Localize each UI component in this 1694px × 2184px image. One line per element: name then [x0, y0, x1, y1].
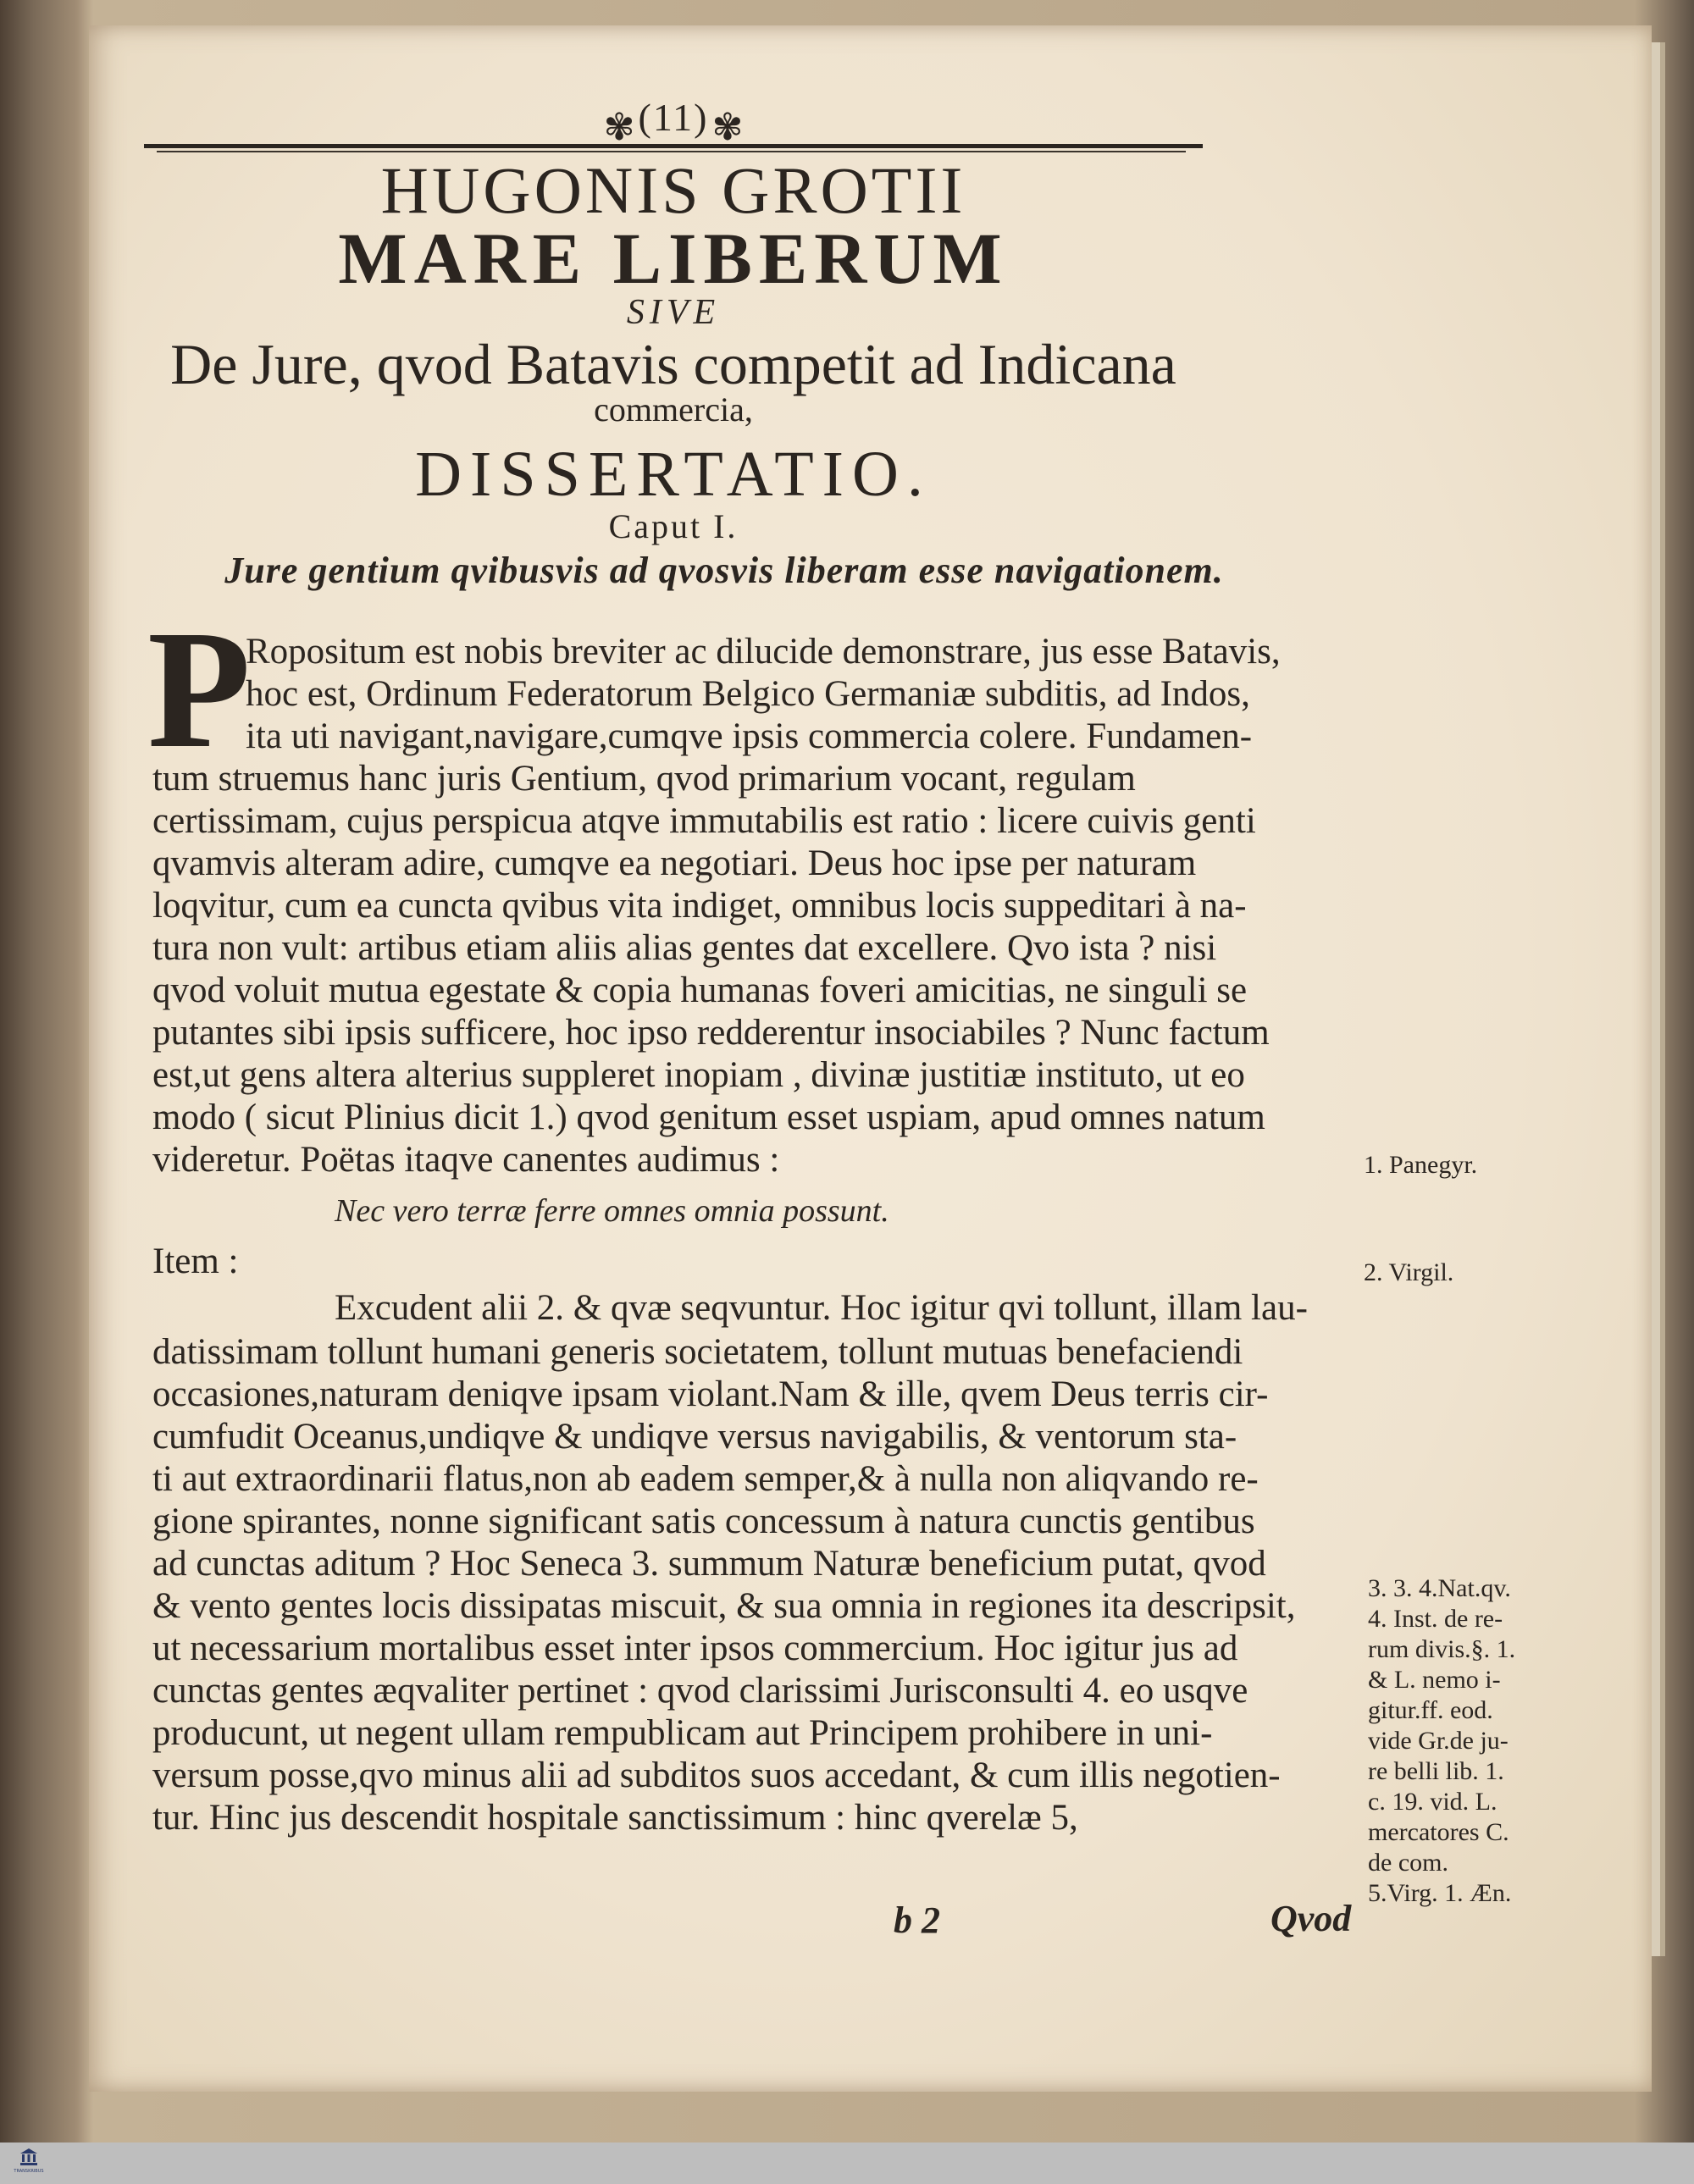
- text-line: qvamvis alteram adire, cumqve ea negotiari. Deus hoc ipse per naturam: [152, 843, 1197, 883]
- verse-quotation: Nec vero terræ ferre omnes omnia possunt.: [335, 1193, 889, 1229]
- margin-note: 5.Virg. 1. Æn.: [1368, 1879, 1512, 1907]
- text-line: est,ut gens altera alterius suppleret inopiam , divinæ justitiæ instituto, ut eo: [152, 1055, 1245, 1095]
- text-line: ti aut extraordinarii flatus,non ab eadem semper,& à nulla non aliqvando re-: [152, 1459, 1259, 1499]
- margin-note: rum divis.§. 1.: [1368, 1635, 1516, 1663]
- text-line: qvod voluit mutua egestate & copia humanas foveri amicitias, ne singuli se: [152, 970, 1248, 1010]
- text-line: ita uti navigant,navigare,cumqve ipsis commercia colere. Fundamen-: [246, 716, 1253, 756]
- chapter-rubric: Jure gentium qvibusvis ad qvosvis liberam esse navigationem.: [224, 550, 1224, 591]
- margin-note: re belli lib. 1.: [1368, 1757, 1504, 1785]
- text-line: producunt, ut negent ullam rempublicam aut Principem prohibere in uni-: [152, 1713, 1213, 1753]
- text-line: & vento gentes locis dissipatas miscuit, & sua omnia in regiones ita descripsit,: [152, 1586, 1296, 1626]
- text-line: certissimam, cujus perspicua atqve immutabilis est ratio : licere cuivis genti: [152, 801, 1256, 841]
- margin-note: mercatores C.: [1368, 1818, 1509, 1846]
- header-rule: [144, 144, 1203, 148]
- page-number: (11): [638, 96, 709, 139]
- margin-note: 4. Inst. de re-: [1368, 1605, 1503, 1633]
- drop-cap: P: [147, 596, 252, 783]
- text-line: Ropositum est nobis breviter ac dilucide demonstrare, jus esse Batavis,: [246, 632, 1281, 672]
- library-logo-text: TRANSKRIBUS: [14, 2169, 44, 2174]
- text-line: ut necessarium mortalibus esset inter ipsos commercium. Hoc igitur jus ad: [152, 1628, 1238, 1668]
- flower-ornament-icon: ✾: [603, 106, 635, 148]
- text-line: occasiones,naturam deniqve ipsam violant.Nam & ille, qvem Deus terris cir-: [152, 1374, 1269, 1414]
- subtitle-line-2: commercia,: [594, 390, 753, 429]
- margin-note: 3. 3. 4.Nat.qv.: [1368, 1574, 1511, 1602]
- text-line: putantes sibi ipsis sufficere, hoc ipso redderentur insociabiles ? Nunc factum: [152, 1013, 1270, 1053]
- margin-note: vide Gr.de ju-: [1368, 1727, 1509, 1755]
- text-line: cunctas gentes æqvaliter pertinet : qvod clarissimi Jurisconsulti 4. eo usqve: [152, 1671, 1248, 1711]
- work-title: MARE LIBERUM: [338, 218, 1009, 299]
- text-line: gione spirantes, nonne significant satis concessum à natura cunctis gentibus: [152, 1501, 1255, 1541]
- margin-note: gitur.ff. eod.: [1368, 1696, 1493, 1724]
- library-building-icon: [19, 2148, 38, 2166]
- text-line: loqvitur, cum ea cuncta qvibus vita indiget, omnibus locis suppeditari à na-: [152, 886, 1247, 926]
- title-sive: SIVE: [626, 293, 721, 332]
- author-heading: HUGONIS GROTII: [380, 153, 966, 227]
- text-line: tur. Hinc jus descendit hospitale sanctissimum : hinc qverelæ 5,: [152, 1798, 1078, 1838]
- margin-note: 2. Virgil.: [1364, 1258, 1454, 1286]
- text-line: cumfudit Oceanus,undiqve & undiqve versus navigabilis, & ventorum sta-: [152, 1417, 1237, 1457]
- text-line: tum struemus hanc juris Gentium, qvod primarium vocant, regulam: [152, 759, 1136, 799]
- text-line: ad cunctas aditum ? Hoc Seneca 3. summum Naturæ beneficium putat, qvod: [152, 1544, 1266, 1584]
- library-logo: [12, 2148, 46, 2181]
- page-header: [144, 95, 1203, 146]
- text-line: tura non vult: artibus etiam aliis alias gentes dat excellere. Qvo ista ? nisi: [152, 928, 1217, 968]
- subtitle-line-1: De Jure, qvod Batavis competit ad Indicana: [170, 332, 1176, 396]
- chapter-heading: Caput I.: [608, 507, 739, 545]
- text-line: Excudent alii 2. & qvæ seqvuntur. Hoc igitur qvi tollunt, illam lau-: [335, 1288, 1308, 1328]
- margin-note: de com.: [1368, 1849, 1448, 1877]
- margin-note: 1. Panegyr.: [1364, 1151, 1478, 1179]
- margin-note: & L. nemo i-: [1368, 1666, 1501, 1694]
- text-line: datissimam tollunt humani generis societatem, tollunt mutuas benefaciendi: [152, 1332, 1243, 1372]
- text-line: Item :: [152, 1241, 239, 1281]
- catchword: Qvod: [1270, 1898, 1352, 1939]
- text-line: hoc est, Ordinum Federatorum Belgico Germaniæ subditis, ad Indos,: [246, 674, 1250, 714]
- text-line: versum posse,qvo minus alii ad subditos suos accedant, & cum illis negotien-: [152, 1755, 1281, 1795]
- text-line: videretur. Poëtas itaqve canentes audimus :: [152, 1140, 780, 1180]
- signature-mark: b 2: [894, 1899, 940, 1941]
- text-line: modo ( sicut Plinius dicit 1.) qvod genitum esset uspiam, apud omnes natum: [152, 1098, 1265, 1137]
- margin-note: c. 19. vid. L.: [1368, 1788, 1497, 1816]
- dissertatio-heading: DISSERTATIO.: [415, 439, 932, 510]
- viewer-bottom-bar: [0, 2143, 1694, 2184]
- flower-ornament-icon: ✾: [711, 106, 744, 148]
